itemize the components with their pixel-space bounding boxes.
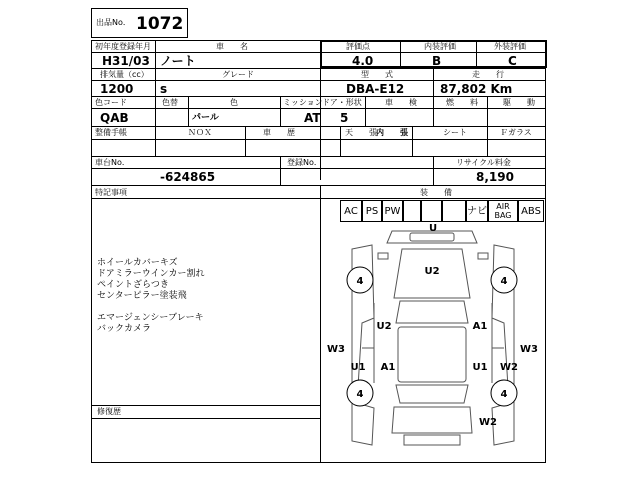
inspection-label: 車 検 <box>385 98 417 107</box>
score-value: 4.0 <box>352 54 374 68</box>
displacement-label: 排気量（cc） <box>100 70 149 79</box>
score-label: 評価点 <box>346 42 370 51</box>
car-damage-diagram <box>322 223 544 461</box>
drive-label: 駆 動 <box>503 98 535 107</box>
grade-label: グレード <box>222 70 254 79</box>
equipment-item <box>403 200 421 222</box>
chassis-value: -624865 <box>160 170 216 184</box>
mark-left-front-door: U2 <box>376 321 392 332</box>
mark-right-side: W3 <box>520 344 538 355</box>
note-item: ドアミラーウインカー割れ <box>97 269 205 279</box>
equipment-item: PW <box>382 200 403 222</box>
color-label: 色 <box>230 98 238 107</box>
history-label: 車 歴 <box>263 128 295 137</box>
registration-label: 初年度登録年月 <box>95 42 151 51</box>
equipment-label: 装 備 <box>420 188 452 197</box>
mark-left-side: W3 <box>327 344 345 355</box>
equipment-item: ナビ <box>466 200 488 222</box>
mission-label: ミッション <box>283 98 323 107</box>
sunroof-label: 天 張 <box>345 128 377 137</box>
interior-trim-label: 内 張 <box>376 128 408 137</box>
color-change-label: 色替 <box>162 98 178 107</box>
equipment-item <box>421 200 442 222</box>
mark-right-rear-w: W2 <box>500 362 518 373</box>
manual-label: 整備手帳 <box>95 128 127 137</box>
equipment-item: AIR BAG <box>488 200 518 222</box>
doors-label: ドア・形状 <box>322 98 362 107</box>
tire-right-rear: 4 <box>500 389 508 400</box>
tire-left-front: 4 <box>356 276 364 287</box>
note-item: ペイントざらつき <box>97 280 169 290</box>
mark-rear: W2 <box>479 417 497 428</box>
recycle-label: リサイクル料金 <box>456 158 511 167</box>
doors-value: 5 <box>340 111 349 125</box>
mark-right-rear-u: U1 <box>472 362 488 373</box>
nox-label: ＮＯＸ <box>188 128 212 137</box>
fuel-label: 燃 料 <box>446 98 478 107</box>
chassis-label: 車台No． <box>95 158 130 167</box>
equipment-item <box>442 200 466 222</box>
mark-hood: U2 <box>424 266 440 277</box>
note-item: ホイールカバーキズ <box>97 258 178 268</box>
interior-score-value: B <box>432 54 442 68</box>
color-code-value: QAB <box>100 111 129 125</box>
mileage-label: 走 行 <box>472 70 504 79</box>
notes-label: 特記事項 <box>95 188 127 197</box>
tire-right-front: 4 <box>500 276 508 287</box>
lot-number-box <box>91 8 188 38</box>
model-value: DBA-E12 <box>346 82 405 96</box>
car-name-label: 車 名 <box>216 42 248 51</box>
equipment-item: AC <box>340 200 362 222</box>
color-value: パール <box>192 113 219 123</box>
model-label: 型 式 <box>361 70 393 79</box>
mark-left-rear-a: A1 <box>380 362 396 373</box>
lot-number: 1072 <box>136 14 184 34</box>
repair-history-label: 修復歴 <box>97 407 121 416</box>
note-item: センターピラー塗装飛 <box>97 291 187 301</box>
registration-no-label: 登録No． <box>287 158 322 167</box>
displacement-value: 1200 <box>100 82 134 96</box>
equipment-item: PS <box>362 200 382 222</box>
color-code-label: 色コード <box>95 98 127 107</box>
mileage-value: 87,802 Km <box>440 82 513 96</box>
exterior-score-label: 外装評価 <box>494 42 526 51</box>
equipment-item: ABS <box>518 200 544 222</box>
car-name-value: ノート <box>160 54 196 68</box>
mark-left-rear-u: U1 <box>350 362 366 373</box>
mark-right-front-door: A1 <box>472 321 488 332</box>
recycle-value: 8,190 <box>476 170 514 184</box>
note-item: エマージェンシーブレーキ <box>97 313 204 323</box>
glass-label: Ｆガラス <box>500 128 532 137</box>
grade-value: s <box>160 82 168 96</box>
tire-left-rear: 4 <box>356 389 364 400</box>
mark-top: U <box>428 223 438 234</box>
note-item: バックカメラ <box>97 324 152 334</box>
interior-score-label: 内装評価 <box>424 42 456 51</box>
registration-value: H31/03 <box>102 54 150 68</box>
mission-value: AT <box>304 111 321 125</box>
lot-label: 出品No． <box>96 18 131 27</box>
seat-label: シート <box>443 128 467 137</box>
exterior-score-value: C <box>508 54 517 68</box>
